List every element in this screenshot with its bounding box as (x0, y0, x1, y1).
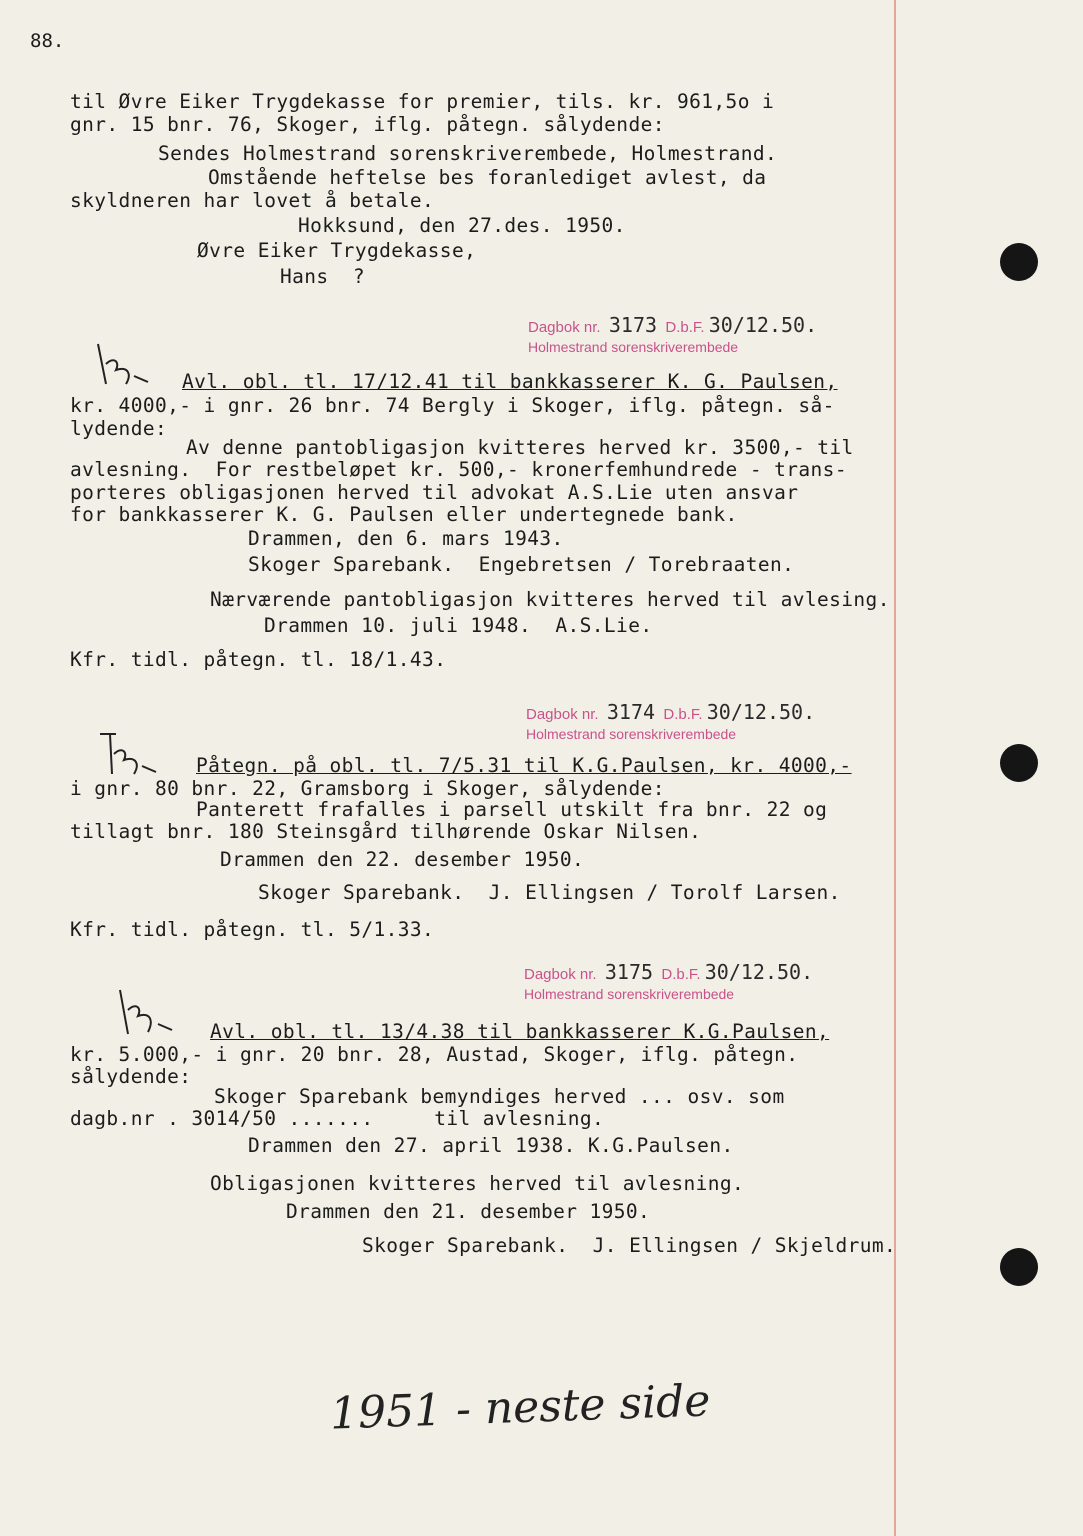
entry2-signers: Skoger Sparebank. Engebretsen / Torebraaten. (248, 553, 795, 576)
entry2-line: avlesning. For restbeløpet kr. 500,- kronerfemhundrede - trans- (70, 458, 847, 481)
entry4-line: kr. 5.000,- i gnr. 20 bnr. 28, Austad, Skoger, iflg. påtegn. (70, 1043, 799, 1066)
stamp-office: Holmestrand sorenskriverembede (528, 339, 739, 355)
entry3-reference: Kfr. tidl. påtegn. tl. 5/1.33. (70, 918, 435, 941)
entry3-line: tillagt bnr. 180 Steinsgård tilhørende Oskar Nilsen. (70, 820, 702, 843)
stamp-dbf: D.b.F. (665, 319, 705, 336)
entry2-date: Drammen, den 6. mars 1943. (248, 527, 564, 550)
stamp-dbf: D.b.F. (663, 706, 703, 723)
entry1-line: Omstående heftelse bes foranlediget avlest, da (208, 166, 767, 189)
page-number: 88. (30, 30, 65, 52)
entry1-line: Sendes Holmestrand sorenskriverembede, Holmestrand. (158, 142, 778, 165)
entry2-line: porteres obligasjonen herved til advokat A.S.Lie uten ansvar (70, 481, 799, 504)
entry2-date: Drammen 10. juli 1948. A.S.Lie. (264, 614, 653, 637)
entry3-date: Drammen den 22. desember 1950. (220, 848, 585, 871)
entry1-line: til Øvre Eiker Trygdekasse for premier, tils. kr. 961,5o i (70, 90, 775, 113)
entry2-reference: Kfr. tidl. påtegn. tl. 18/1.43. (70, 648, 447, 671)
punch-hole (1000, 744, 1038, 782)
stamp-date: 30/12.50. (708, 313, 818, 337)
entry2-line: kr. 4000,- i gnr. 26 bnr. 74 Bergly i Skoger, iflg. påtegn. så- (70, 394, 835, 417)
entry4-line: Obligasjonen kvitteres herved til avlesning. (210, 1172, 745, 1195)
punch-hole (1000, 243, 1038, 281)
entry3-line: Påtegn. på obl. tl. 7/5.31 til K.G.Paulsen, kr. 4000,- (196, 754, 852, 777)
entry4-line: sålydende: (70, 1065, 192, 1088)
stamp-label: Dagbok nr. (526, 706, 599, 723)
dagbok-stamp (524, 960, 813, 1002)
entry3-signers: Skoger Sparebank. J. Ellingsen / Torolf Larsen. (258, 881, 841, 904)
stamp-date: 30/12.50. (704, 960, 814, 984)
entry3-line: Panterett frafalles i parsell utskilt fra bnr. 22 og (196, 798, 828, 821)
entry4-date: Drammen den 21. desember 1950. (286, 1200, 651, 1223)
entry2-line: for bankkasserer K. G. Paulsen eller undertegnede bank. (70, 503, 738, 526)
entry2-line: Av denne pantobligasjon kvitteres herved kr. 3500,- til (186, 436, 854, 459)
entry2-line: Nærværende pantobligasjon kvitteres herved til avlesing. (210, 588, 890, 611)
entry2-line: Avl. obl. tl. 17/12.41 til bankkasserer K. G. Paulsen, (182, 370, 838, 393)
stamp-office: Holmestrand sorenskriverembede (524, 986, 735, 1002)
handwritten-initials-mark (92, 340, 162, 390)
entry2-line: lydende: (70, 417, 168, 440)
stamp-label: Dagbok nr. (528, 319, 601, 336)
stamp-number: 3175 (604, 960, 654, 984)
entry1-line: skyldneren har lovet å betale. (70, 189, 435, 212)
entry1-signer: Øvre Eiker Trygdekasse, (197, 239, 477, 262)
handwritten-footer-note: 1951 - neste side (329, 1375, 712, 1440)
entry4-line: Avl. obl. tl. 13/4.38 til bankkasserer K.G.Paulsen, (210, 1020, 830, 1043)
entry1-date: Hokksund, den 27.des. 1950. (298, 214, 626, 237)
entry4-line: dagb.nr . 3014/50 ....... til avlesning. (70, 1107, 605, 1130)
stamp-number: 3174 (606, 700, 656, 724)
stamp-office: Holmestrand sorenskriverembede (526, 726, 737, 742)
handwritten-initials-mark (114, 984, 184, 1040)
entry3-line: i gnr. 80 bnr. 22, Gramsborg i Skoger, sålydende: (70, 777, 665, 800)
stamp-label: Dagbok nr. (524, 966, 597, 983)
stamp-date: 30/12.50. (706, 700, 816, 724)
entry4-date: Drammen den 27. april 1938. K.G.Paulsen. (248, 1134, 734, 1157)
entry4-line: Skoger Sparebank bemyndiges herved ... osv. som (214, 1085, 785, 1108)
stamp-dbf: D.b.F. (661, 966, 701, 983)
red-margin-line (894, 0, 896, 1536)
entry1-line: gnr. 15 bnr. 76, Skoger, iflg. påtegn. sålydende: (70, 113, 665, 136)
dagbok-stamp (528, 313, 817, 355)
dagbok-stamp (526, 700, 815, 742)
handwritten-initials-mark (96, 728, 166, 778)
stamp-number: 3173 (608, 313, 658, 337)
entry4-signers: Skoger Sparebank. J. Ellingsen / Skjeldrum. (362, 1234, 897, 1257)
punch-hole (1000, 1248, 1038, 1286)
entry1-signature: Hans ? (280, 265, 365, 288)
